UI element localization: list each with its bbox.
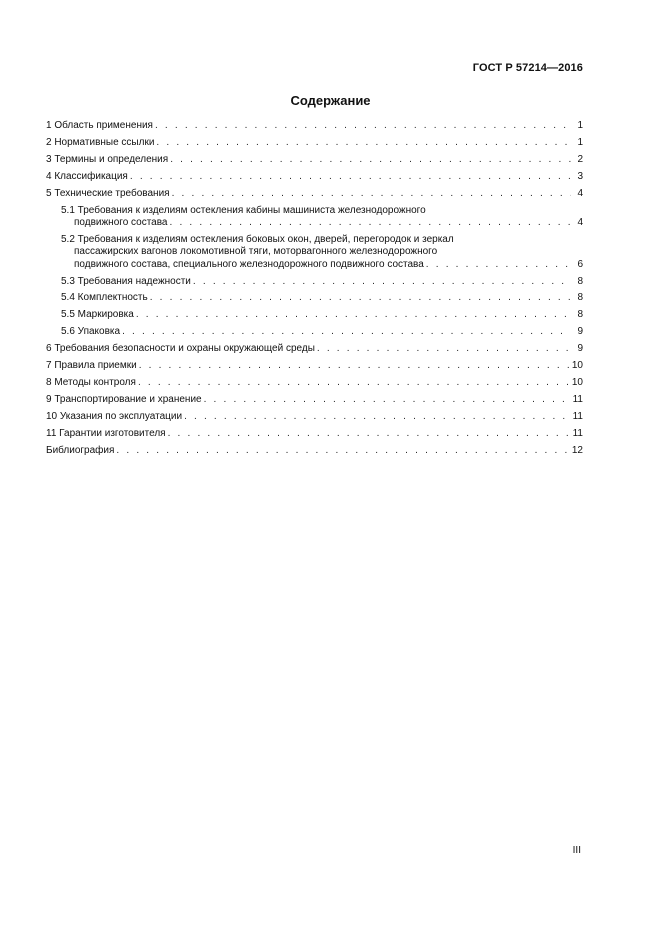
toc-entry[interactable]	[46, 360, 583, 372]
toc-entry[interactable]	[46, 188, 583, 200]
toc-entry[interactable]	[61, 234, 583, 271]
toc-entry-page: 4	[577, 216, 583, 228]
toc-entry[interactable]	[61, 292, 583, 304]
toc-entry[interactable]	[46, 137, 583, 149]
toc-entry-title: 2 Нормативные ссылки	[46, 136, 155, 148]
dot-leader	[426, 259, 571, 271]
dot-leader	[136, 309, 571, 321]
toc-entry-page: 9	[577, 343, 583, 355]
toc-entry-page: 1	[577, 136, 583, 148]
dot-leader	[170, 217, 572, 229]
toc-entry-title: 9 Транспортирование и хранение	[46, 393, 202, 405]
toc-entry-title: 5.4 Комплектность	[61, 292, 148, 304]
dot-leader	[150, 292, 571, 304]
toc-entry-page: 8	[577, 309, 583, 321]
toc-entry[interactable]	[46, 411, 583, 423]
toc-entry-page: 9	[577, 326, 583, 338]
dot-leader	[317, 343, 571, 355]
toc-entry[interactable]	[46, 171, 583, 183]
toc-entry[interactable]	[46, 120, 583, 132]
dot-leader	[193, 276, 571, 288]
toc-entry-title: 5.6 Упаковка	[61, 326, 121, 338]
toc-entry-title-line: подвижного состава	[74, 216, 168, 228]
toc-entry-page: 4	[577, 187, 583, 199]
dot-leader	[204, 394, 571, 406]
dot-leader	[139, 360, 570, 372]
dot-leader	[172, 188, 571, 200]
toc-entry-title: 1 Область применения	[46, 120, 153, 131]
document-code: ГОСТ Р 57214—2016	[472, 62, 583, 74]
toc-entry-title: 5.5 Маркировка	[61, 309, 134, 321]
toc-entry-title: 4 Классификация	[46, 170, 128, 182]
dot-leader	[138, 377, 570, 389]
toc-entry-title: 3 Термины и определения	[46, 153, 169, 165]
toc-entry-page: 10	[571, 377, 583, 388]
table-of-contents	[46, 120, 583, 457]
toc-entry-title: 7 Правила приемки	[46, 360, 137, 372]
toc-entry-title-line: подвижного состава, специального железнодорожного подвижного состава	[74, 258, 424, 270]
toc-entry-page: 11	[572, 393, 583, 405]
toc-entry-page: 8	[577, 292, 583, 304]
toc-entry-title: 6 Требования безопасности и охраны окружающей среды	[46, 343, 315, 355]
toc-entry[interactable]	[46, 377, 583, 389]
toc-entry-page: 6	[577, 258, 583, 270]
toc-entry[interactable]	[61, 276, 583, 288]
toc-entry-page: 2	[577, 153, 583, 165]
toc-entry-title: 10 Указания по эксплуатации	[46, 410, 183, 422]
toc-title: Содержание	[290, 93, 371, 108]
toc-entry[interactable]	[46, 394, 583, 406]
toc-entry-page: 3	[577, 170, 583, 182]
toc-entry-page: 11	[572, 410, 583, 422]
page-number: III	[572, 845, 581, 856]
toc-entry-page: 8	[577, 275, 583, 287]
toc-entry-page: 11	[572, 427, 583, 439]
dot-leader	[170, 154, 571, 166]
toc-entry-title-line: пассажирских вагонов локомотивной тяги, моторвагонного железнодорожного	[74, 246, 438, 258]
toc-entry-title-line: 5.1 Требования к изделиям остекления кабины машиниста железнодорожного	[61, 204, 426, 216]
dot-leader	[130, 171, 571, 183]
dot-leader	[122, 326, 571, 338]
dot-leader	[168, 428, 571, 440]
toc-entry[interactable]	[46, 445, 583, 457]
toc-entry-page: 10	[571, 360, 583, 372]
toc-entry[interactable]	[61, 309, 583, 321]
toc-entry[interactable]	[61, 326, 583, 338]
toc-entry-title: 5.3 Требования надежности	[61, 275, 191, 287]
toc-entry[interactable]	[46, 428, 583, 440]
toc-entry[interactable]	[46, 343, 583, 355]
toc-entry-page: 1	[577, 120, 583, 131]
dot-leader	[184, 411, 571, 423]
toc-entry-title: 11 Гарантии изготовителя	[46, 427, 166, 439]
toc-entry-title-line: 5.2 Требования к изделиям остекления боковых окон, дверей, перегородок и зеркал	[61, 233, 454, 245]
toc-entry-title: Библиография	[46, 444, 115, 456]
dot-leader	[156, 137, 571, 149]
dot-leader	[116, 445, 569, 457]
toc-entry-title: 8 Методы контроля	[46, 377, 136, 388]
toc-entry[interactable]	[61, 205, 583, 230]
toc-entry-title: 5 Технические требования	[46, 187, 170, 199]
toc-entry-page: 12	[571, 444, 583, 456]
toc-entry[interactable]	[46, 154, 583, 166]
dot-leader	[155, 120, 571, 132]
